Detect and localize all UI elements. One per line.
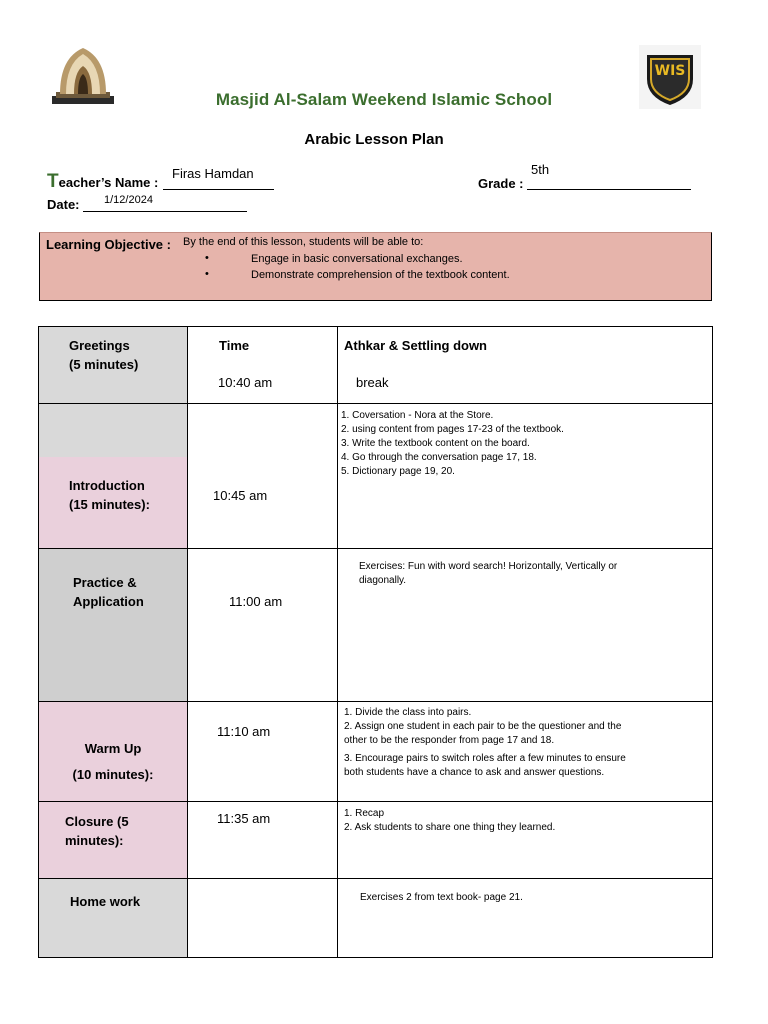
objective-bullet: • Engage in basic conversational exchanges. [205, 252, 463, 265]
activity-cell [338, 702, 713, 802]
list-item: other to be the responder from page 17 and 18. [344, 735, 555, 746]
logo-lettering: WIS [654, 63, 686, 79]
table-row-homework [39, 879, 713, 958]
activity-column-header: Athkar & Settling down [344, 338, 487, 353]
section-name: Closure (5 minutes): [65, 814, 129, 848]
grade-value: 5th [531, 162, 550, 177]
activity-cell [338, 404, 713, 549]
list-item: 3. Encourage pairs to switch roles after a few minutes to ensure [344, 753, 626, 764]
section-duration: (15 minutes): [69, 497, 150, 512]
section-name: Warm Up [84, 741, 142, 756]
time-value: 10:40 am [218, 375, 273, 390]
table-row-practice [39, 549, 713, 702]
school-name: Masjid Al-Salam Weekend Islamic School [215, 90, 553, 109]
section-cell [39, 879, 188, 958]
activity-list [344, 807, 555, 835]
table-row-closure [39, 802, 713, 879]
section-duration: (5 minutes) [69, 357, 139, 372]
bullet-dot-icon: • [205, 268, 209, 280]
bullet-dot-icon: • [205, 252, 209, 264]
section-name: Greetings [69, 338, 130, 353]
teacher-name-label: Teacher’s Name : [47, 171, 159, 192]
time-cell [188, 802, 338, 879]
section-duration: (10 minutes): [72, 767, 154, 782]
activity-cell [338, 327, 713, 404]
learning-objective-label: Learning Objective : [46, 237, 171, 252]
date-value: 1/12/2024 [104, 194, 153, 206]
grade-underline [527, 189, 691, 190]
section-cell [39, 549, 188, 702]
section-cell [39, 802, 188, 879]
grade-label: Grade : [478, 176, 524, 191]
activity-list [344, 706, 626, 780]
plan-title: Arabic Lesson Plan [304, 131, 444, 148]
section-name: Introduction [69, 478, 145, 493]
objective-bullet: • Demonstrate comprehension of the textbook content. [205, 268, 510, 281]
time-cell [188, 702, 338, 802]
activity-text: break [356, 375, 389, 390]
time-value: 11:35 am [217, 811, 271, 826]
table-row-warm-up [39, 702, 713, 802]
section-name: Home work [70, 894, 141, 909]
learning-objective-box [39, 232, 712, 301]
list-item: both students have a chance to ask and answer questions. [344, 767, 605, 778]
learning-objective-intro: By the end of this lesson, students will be able to: [183, 236, 424, 248]
list-item: 2. Ask students to share one thing they learned. [344, 822, 556, 833]
section-name-line2: Application [73, 594, 144, 609]
time-cell [188, 549, 338, 702]
activity-list [341, 409, 564, 479]
time-value: 11:00 am [229, 594, 283, 609]
list-item: 4. Go through the conversation page 17, 18. [341, 452, 537, 463]
teacher-name-value: Firas Hamdan [172, 166, 254, 181]
list-item: 3. Write the textbook content on the board. [341, 438, 530, 449]
time-value: 10:45 am [213, 488, 268, 503]
list-item: 1. Coversation - Nora at the Store. [341, 410, 494, 421]
section-cell [39, 404, 188, 549]
section-cell [39, 327, 188, 404]
list-item: 1. Recap [344, 808, 385, 819]
list-item: 2. Assign one student in each pair to be the questioner and the [344, 721, 622, 732]
activity-cell [338, 879, 713, 958]
list-item: 5. Dictionary page 19, 20. [341, 466, 455, 477]
activity-cell [338, 549, 713, 702]
date-underline [83, 211, 247, 212]
section-cell [39, 702, 188, 802]
list-item: 1. Divide the class into pairs. [344, 707, 472, 718]
activity-text: Exercises: Fun with word search! Horizontally, Vertically or diagonally. [359, 561, 618, 586]
teacher-name-underline [163, 189, 274, 190]
activity-text: Exercises 2 from text book- page 21. [360, 892, 523, 903]
activity-cell [338, 802, 713, 879]
time-cell [188, 327, 338, 404]
list-item: 2. using content from pages 17-23 of the textbook. [341, 424, 564, 435]
time-cell [188, 404, 338, 549]
time-cell [188, 879, 338, 958]
time-value: 11:10 am [217, 724, 271, 739]
time-column-header: Time [219, 338, 250, 353]
date-label: Date: [47, 197, 80, 212]
section-name: Practice & [73, 575, 137, 590]
lesson-plan-table [38, 326, 713, 958]
table-row-introduction [39, 404, 713, 549]
table-row-greetings [39, 327, 713, 404]
